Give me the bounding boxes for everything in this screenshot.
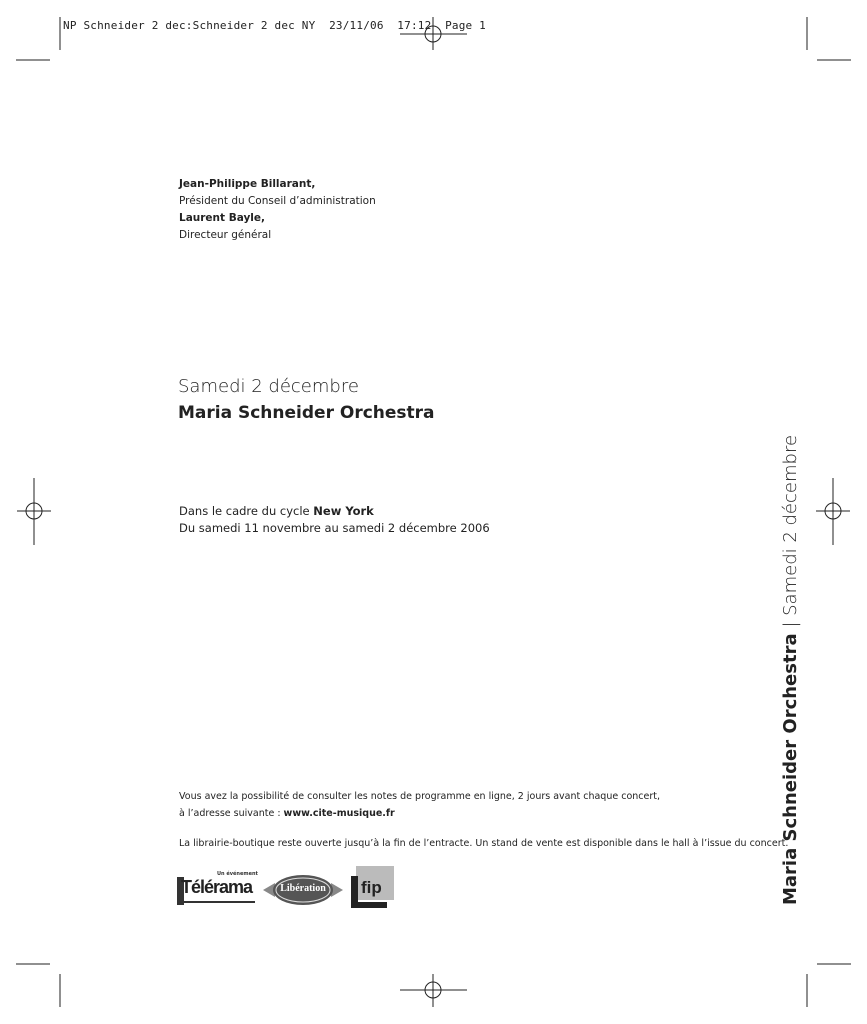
cycle-period: Du samedi 11 novembre au samedi 2 décembre 2006 (179, 521, 490, 535)
registration-mark-left (17, 478, 51, 545)
telerama-wordmark: Télérama (181, 877, 253, 897)
signatory-role: Président du Conseil d’administration (179, 195, 376, 207)
signatory-name: Laurent Bayle, (179, 212, 266, 224)
event-date: Samedi 2 décembre (178, 376, 359, 397)
website-link[interactable]: www.cite-musique.fr (283, 808, 395, 819)
telerama-logo (177, 867, 257, 907)
signatory-role: Directeur général (179, 229, 272, 241)
event-title: Maria Schneider Orchestra (178, 403, 435, 423)
telerama-tagline: Un événement (217, 871, 258, 877)
fip-wordmark: fip (361, 878, 382, 897)
spine-event-date: Samedi 2 décembre (780, 434, 801, 616)
spine-separator: | (780, 615, 801, 634)
spine-event-title: Maria Schneider Orchestra (780, 633, 801, 905)
print-slug-line: NP Schneider 2 dec:Schneider 2 dec NY 23/11/06 17:12 Page 1 (63, 19, 486, 32)
registration-mark-bottom (400, 974, 467, 1007)
cycle-info (179, 503, 490, 537)
spine-title (780, 435, 801, 905)
fip-logo (351, 866, 395, 910)
cycle-name: New York (313, 504, 374, 518)
liberation-logo (263, 874, 343, 906)
cycle-prefix: Dans le cadre du cycle (179, 504, 314, 518)
online-notes-line: Vous avez la possibilité de consulter les notes de programme en ligne, 2 jours avant chaque concert, (179, 791, 661, 802)
registration-mark-right (816, 478, 850, 545)
signatures-block (179, 176, 376, 244)
online-address-prefix: à l’adresse suivante : (179, 808, 284, 819)
online-notes-info (179, 788, 660, 822)
shop-notice: La librairie-boutique reste ouverte jusqu’à la fin de l’entracte. Un stand de vente est disponible dans le hall à l’issue du concert. (179, 838, 789, 849)
liberation-wordmark: Libération (280, 883, 326, 894)
signatory-name: Jean-Philippe Billarant, (179, 178, 316, 190)
